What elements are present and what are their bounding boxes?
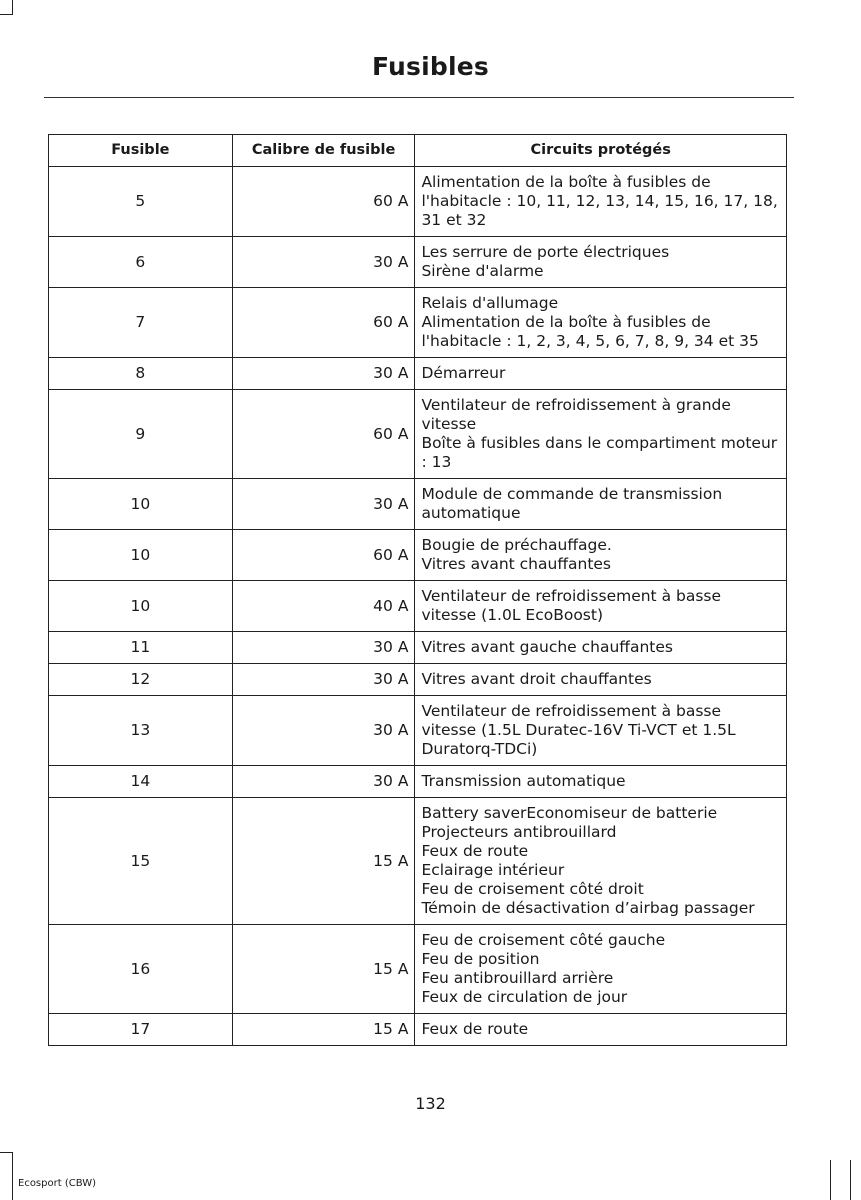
protected-circuits <box>415 1014 787 1046</box>
fuse-number: 10 <box>49 479 233 530</box>
fuse-number: 15 <box>49 798 233 925</box>
fuse-rating: 15 A <box>232 925 415 1014</box>
protected-circuits <box>415 237 787 288</box>
protected-circuits <box>415 390 787 479</box>
circuit-line: Alimentation de la boîte à fusibles de l'habitacle : 10, 11, 12, 13, 14, 15, 16, 17, 18, 31 et 32 <box>421 173 778 229</box>
fuse-rating: 60 A <box>232 530 415 581</box>
circuit-line: Feux de route <box>421 842 529 860</box>
table-row <box>49 390 787 479</box>
protected-circuits <box>415 632 787 664</box>
circuit-line: Vitres avant chauffantes <box>421 555 612 573</box>
fuse-rating: 40 A <box>232 581 415 632</box>
table-row <box>49 288 787 358</box>
fuse-table <box>48 134 787 1046</box>
page-title: Fusibles <box>372 52 489 81</box>
table-header-row <box>49 135 787 167</box>
circuit-line: Témoin de désactivation d’airbag passager <box>421 899 755 917</box>
fuse-rating: 30 A <box>232 664 415 696</box>
fuse-number: 16 <box>49 925 233 1014</box>
fuse-rating: 15 A <box>232 798 415 925</box>
protected-circuits <box>415 766 787 798</box>
table-row <box>49 632 787 664</box>
protected-circuits <box>415 696 787 766</box>
circuit-line: Feux de route <box>421 1020 529 1038</box>
protected-circuits <box>415 798 787 925</box>
footer-model: Ecosport (CBW) <box>18 1178 96 1189</box>
protected-circuits <box>415 288 787 358</box>
circuit-line: Ventilateur de refroidissement à basse vitesse (1.0L EcoBoost) <box>421 587 722 624</box>
fuse-rating: 30 A <box>232 632 415 664</box>
protected-circuits <box>415 925 787 1014</box>
circuit-line: Battery saverEconomiseur de batterie <box>421 804 718 822</box>
header-rating: Calibre de fusible <box>232 135 415 167</box>
table-row <box>49 358 787 390</box>
fuse-rating: 30 A <box>232 237 415 288</box>
fuse-rating: 60 A <box>232 167 415 237</box>
fuse-number: 11 <box>49 632 233 664</box>
header-fuse: Fusible <box>49 135 233 167</box>
crop-mark <box>850 1160 851 1200</box>
table-row <box>49 696 787 766</box>
fuse-number: 6 <box>49 237 233 288</box>
circuit-line: Module de commande de transmission automatique <box>421 485 723 522</box>
protected-circuits <box>415 358 787 390</box>
crop-mark <box>830 1160 831 1200</box>
circuit-line: Relais d'allumage <box>421 294 559 312</box>
fuse-number: 12 <box>49 664 233 696</box>
circuit-line: Les serrure de porte électriques <box>421 243 670 261</box>
table-row <box>49 479 787 530</box>
crop-mark <box>0 1152 13 1153</box>
table-row <box>49 581 787 632</box>
protected-circuits <box>415 530 787 581</box>
fuse-number: 14 <box>49 766 233 798</box>
fuse-number: 8 <box>49 358 233 390</box>
crop-mark <box>0 14 13 15</box>
circuit-line: Bougie de préchauffage. <box>421 536 612 554</box>
circuit-line: Vitres avant gauche chauffantes <box>421 638 673 656</box>
fuse-rating: 30 A <box>232 358 415 390</box>
header-circuits: Circuits protégés <box>415 135 787 167</box>
fuse-rating: 15 A <box>232 1014 415 1046</box>
table-row <box>49 925 787 1014</box>
circuit-line: Feu de croisement côté gauche <box>421 931 666 949</box>
table-row <box>49 237 787 288</box>
protected-circuits <box>415 664 787 696</box>
circuit-line: Ventilateur de refroidissement à grande vitesse <box>421 396 731 433</box>
table-row <box>49 530 787 581</box>
circuit-line: Projecteurs antibrouillard <box>421 823 617 841</box>
circuit-line: Feu de position <box>421 950 540 968</box>
table-row <box>49 664 787 696</box>
fuse-number: 10 <box>49 530 233 581</box>
fuse-number: 10 <box>49 581 233 632</box>
protected-circuits <box>415 167 787 237</box>
fuse-rating: 30 A <box>232 696 415 766</box>
circuit-line: Vitres avant droit chauffantes <box>421 670 652 688</box>
crop-mark <box>12 1152 13 1200</box>
crop-mark <box>12 0 13 14</box>
fuse-number: 13 <box>49 696 233 766</box>
circuit-line: Feu de croisement côté droit <box>421 880 644 898</box>
circuit-line: Feux de circulation de jour <box>421 988 628 1006</box>
circuit-line: Boîte à fusibles dans le compartiment moteur : 13 <box>421 434 778 471</box>
circuit-line: Sirène d'alarme <box>421 262 544 280</box>
table-row <box>49 167 787 237</box>
fuse-number: 9 <box>49 390 233 479</box>
fuse-number: 17 <box>49 1014 233 1046</box>
fuse-rating: 60 A <box>232 390 415 479</box>
table-row <box>49 766 787 798</box>
fuse-number: 5 <box>49 167 233 237</box>
circuit-line: Démarreur <box>421 364 506 382</box>
table-row <box>49 798 787 925</box>
circuit-line: Transmission automatique <box>421 772 626 790</box>
table-body <box>49 167 787 1046</box>
title-divider <box>44 97 794 98</box>
circuit-line: Ventilateur de refroidissement à basse vitesse (1.5L Duratec-16V Ti-VCT et 1.5L Duratorq-TDCi) <box>421 702 736 758</box>
fuse-rating: 30 A <box>232 479 415 530</box>
circuit-line: Alimentation de la boîte à fusibles de l'habitacle : 1, 2, 3, 4, 5, 6, 7, 8, 9, 34 et 35 <box>421 313 759 350</box>
protected-circuits <box>415 581 787 632</box>
page-number: 132 <box>415 1094 446 1113</box>
protected-circuits <box>415 479 787 530</box>
table-row <box>49 1014 787 1046</box>
circuit-line: Feu antibrouillard arrière <box>421 969 614 987</box>
fuse-number: 7 <box>49 288 233 358</box>
fuse-rating: 60 A <box>232 288 415 358</box>
fuse-rating: 30 A <box>232 766 415 798</box>
circuit-line: Eclairage intérieur <box>421 861 565 879</box>
